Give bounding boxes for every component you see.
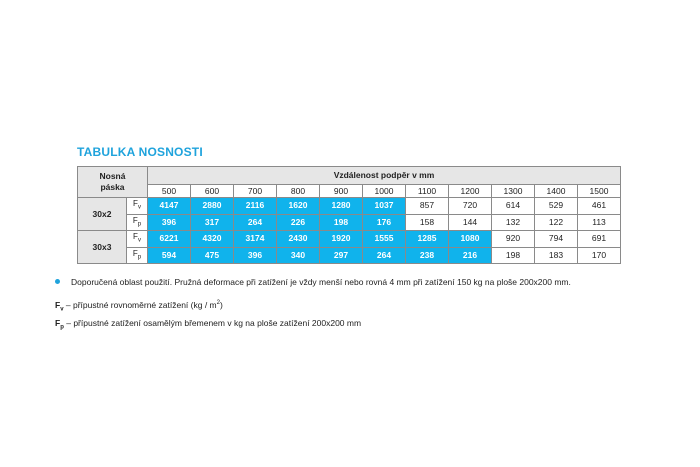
row-symbol: $F_v$ bbox=[127, 198, 148, 215]
page-title: TABULKA NOSNOSTI bbox=[77, 145, 203, 159]
table-cell: 475 bbox=[191, 247, 234, 264]
table-row bbox=[78, 231, 621, 248]
table-cell: 396 bbox=[148, 214, 191, 231]
legend-text: Doporučená oblast použití. Pružná deformace při zatížení je vždy menší nebo rovná 4 mm při zatížení 150 kg na ploše 200x200 mm. bbox=[71, 277, 571, 287]
table-cell: 297 bbox=[320, 247, 363, 264]
table-cell: 1620 bbox=[277, 198, 320, 215]
table-cell: 461 bbox=[578, 198, 621, 215]
table-cell: 198 bbox=[320, 214, 363, 231]
column-header-row bbox=[78, 185, 621, 198]
column-header: 1300 bbox=[492, 185, 535, 198]
table-cell: 857 bbox=[406, 198, 449, 215]
table-row bbox=[78, 247, 621, 264]
column-header: 1400 bbox=[535, 185, 578, 198]
table-row bbox=[78, 198, 621, 215]
table-cell: 1037 bbox=[363, 198, 406, 215]
table-cell: 317 bbox=[191, 214, 234, 231]
row-group-label: 30x3 bbox=[78, 231, 127, 264]
table-cell: 340 bbox=[277, 247, 320, 264]
table-cell: 216 bbox=[449, 247, 492, 264]
column-header: 800 bbox=[277, 185, 320, 198]
table-cell: 4320 bbox=[191, 231, 234, 248]
table-cell: 238 bbox=[406, 247, 449, 264]
table-cell: 158 bbox=[406, 214, 449, 231]
table-cell: 594 bbox=[148, 247, 191, 264]
table-cell: 1920 bbox=[320, 231, 363, 248]
table-cell: 396 bbox=[234, 247, 277, 264]
definitions bbox=[55, 297, 361, 334]
column-header: 1100 bbox=[406, 185, 449, 198]
table-row bbox=[78, 214, 621, 231]
row-symbol: $F_p$ bbox=[127, 247, 148, 264]
table-body bbox=[78, 198, 621, 264]
corner-header-line1: Nosná bbox=[99, 171, 126, 181]
table-cell: 4147 bbox=[148, 198, 191, 215]
table-cell: 1555 bbox=[363, 231, 406, 248]
table-cell: 6221 bbox=[148, 231, 191, 248]
table-cell: 122 bbox=[535, 214, 578, 231]
column-header: 1500 bbox=[578, 185, 621, 198]
definition-fv: $F_v$ – přípustné rovnoměrné zatížení $(kg / m^2)$ bbox=[55, 299, 223, 313]
column-header: 500 bbox=[148, 185, 191, 198]
table-cell: 176 bbox=[363, 214, 406, 231]
table-cell: 529 bbox=[535, 198, 578, 215]
table-cell: 264 bbox=[234, 214, 277, 231]
table-cell: 132 bbox=[492, 214, 535, 231]
table-cell: 1280 bbox=[320, 198, 363, 215]
fp-symbol: $F_p$ bbox=[55, 317, 64, 331]
row-symbol: $F_p$ bbox=[127, 214, 148, 231]
column-header: 600 bbox=[191, 185, 234, 198]
table-cell: 183 bbox=[535, 247, 578, 264]
table-cell: 614 bbox=[492, 198, 535, 215]
table-cell: 170 bbox=[578, 247, 621, 264]
table-cell: 226 bbox=[277, 214, 320, 231]
table-cell: 794 bbox=[535, 231, 578, 248]
corner-header-line2: páska bbox=[100, 182, 125, 192]
table-cell: 144 bbox=[449, 214, 492, 231]
table-cell: 3174 bbox=[234, 231, 277, 248]
table-cell: 113 bbox=[578, 214, 621, 231]
table-cell: 920 bbox=[492, 231, 535, 248]
table-cell: 264 bbox=[363, 247, 406, 264]
definition-fp: $F_p$ – přípustné zatížení osamělým břemenem v kg na ploše zatížení 200x200 mm bbox=[55, 317, 362, 331]
column-header: 1000 bbox=[363, 185, 406, 198]
table-cell: 1285 bbox=[406, 231, 449, 248]
table-cell: 691 bbox=[578, 231, 621, 248]
column-header: 900 bbox=[320, 185, 363, 198]
highlight-legend-icon bbox=[55, 279, 60, 284]
table-cell: 2430 bbox=[277, 231, 320, 248]
spacing-header: Vzdálenost podpěr v mm bbox=[148, 167, 621, 185]
table-cell: 1080 bbox=[449, 231, 492, 248]
table-cell: 2880 bbox=[191, 198, 234, 215]
row-group-label: 30x2 bbox=[78, 198, 127, 231]
corner-header bbox=[78, 167, 148, 198]
table-cell: 720 bbox=[449, 198, 492, 215]
column-header: 700 bbox=[234, 185, 277, 198]
load-capacity-table bbox=[77, 166, 621, 264]
table-cell: 2116 bbox=[234, 198, 277, 215]
table-cell: 198 bbox=[492, 247, 535, 264]
row-symbol: $F_v$ bbox=[127, 231, 148, 248]
legend bbox=[55, 277, 571, 287]
column-header: 1200 bbox=[449, 185, 492, 198]
fv-symbol: $F_v$ bbox=[55, 299, 64, 313]
